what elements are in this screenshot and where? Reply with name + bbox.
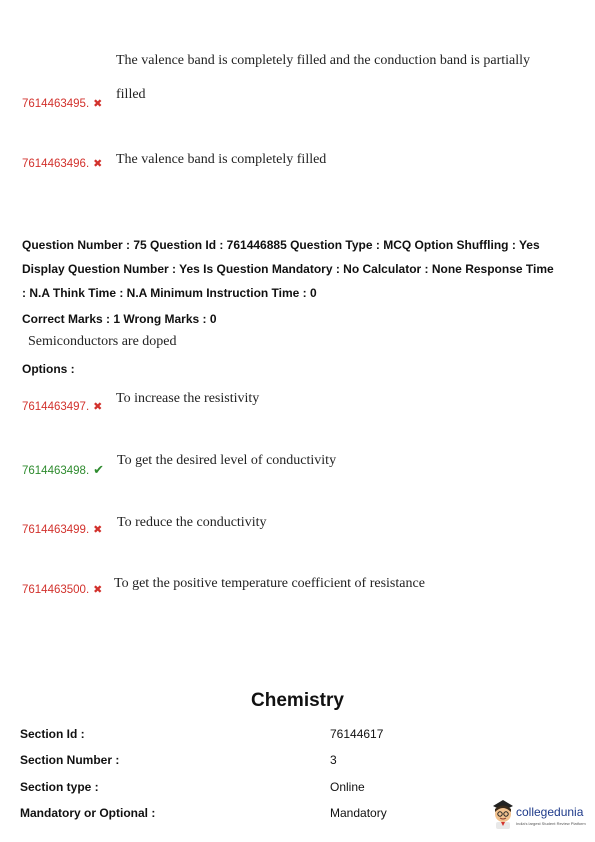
cross-icon: ✖ (93, 98, 103, 110)
option-text: To reduce the conductivity (117, 515, 267, 530)
section-value: 3 (330, 753, 337, 767)
option-text: To get the positive temperature coefficient of resistance (114, 576, 425, 591)
option-id (22, 400, 102, 413)
option-id (22, 462, 104, 478)
option-number: 7614463500. (22, 584, 90, 596)
section-label: Mandatory or Optional : (20, 806, 156, 820)
mascot-logo-icon (488, 798, 518, 830)
cross-icon: ✖ (93, 584, 103, 596)
options-label: Options : (22, 362, 75, 376)
option-number: 7614463497. (22, 401, 90, 413)
option-id (22, 583, 102, 596)
section-label: Section Id : (20, 727, 85, 741)
logo-text: collegedunia (516, 805, 584, 819)
check-icon: ✔ (93, 462, 105, 477)
option-text: To get the desired level of conductivity (117, 453, 337, 468)
cross-icon: ✖ (93, 524, 103, 536)
section-label: Section Number : (20, 753, 120, 767)
section-label: Section type : (20, 780, 99, 794)
option-id (22, 157, 102, 170)
question-text: Semiconductors are doped (28, 334, 177, 349)
cross-icon: ✖ (93, 158, 103, 170)
section-value: Mandatory (330, 806, 387, 820)
option-text: The valence band is completely filled and the conduction band is partially (116, 53, 531, 68)
option-number: 7614463499. (22, 524, 90, 536)
option-id (22, 523, 102, 536)
option-text: The valence band is completely filled (116, 152, 327, 167)
option-text-cont: filled (116, 87, 146, 102)
cross-icon: ✖ (93, 401, 103, 413)
section-title: Chemistry (251, 690, 344, 711)
question-meta-line: Question Number : 75 Question Id : 761446885 Question Type : MCQ Option Shuffling : Yes (22, 238, 540, 252)
option-number: 7614463496. (22, 158, 90, 170)
option-id (22, 97, 102, 110)
option-text: To increase the resistivity (116, 391, 260, 406)
section-value: Online (330, 780, 365, 794)
question-meta-line: : N.A Think Time : N.A Minimum Instruction Time : 0 (22, 286, 317, 300)
logo-tagline: India's largest Student Review Platform (516, 821, 586, 826)
question-meta-line: Display Question Number : Yes Is Question Mandatory : No Calculator : None Response Time (22, 262, 554, 276)
section-value: 76144617 (330, 727, 384, 741)
option-number: 7614463498. (22, 465, 90, 477)
question-marks: Correct Marks : 1 Wrong Marks : 0 (22, 312, 217, 326)
option-number: 7614463495. (22, 98, 90, 110)
